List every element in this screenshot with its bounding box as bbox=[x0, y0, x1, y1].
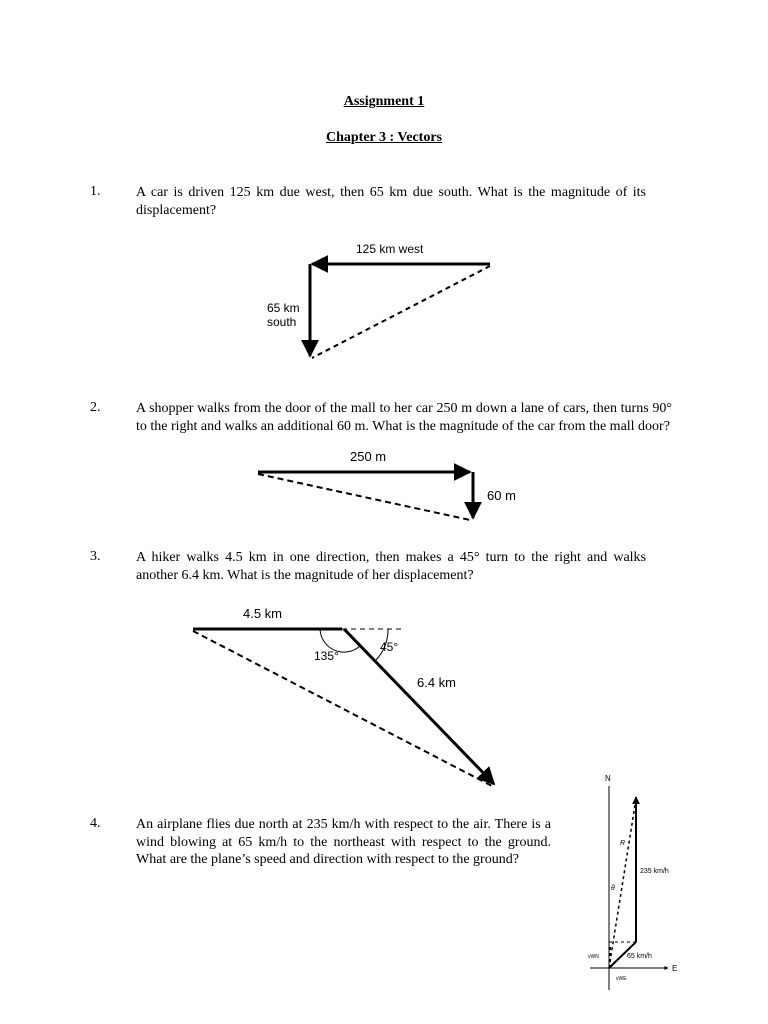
figure-4-velocity-diagram bbox=[588, 774, 677, 990]
question-number: 4. bbox=[90, 816, 101, 831]
label-south: south bbox=[267, 315, 297, 329]
label-r: R bbox=[620, 840, 626, 847]
label-vwn: vWN bbox=[588, 954, 599, 960]
question-text: A hiker walks 4.5 km in one direction, then makes a 45° turn to the right and walks another 6.4 km. What is the magnitude of her displacement? bbox=[136, 550, 646, 583]
label-e: E bbox=[672, 964, 678, 973]
figure-3-displacement-diagram bbox=[193, 606, 494, 786]
label-250m: 250 m bbox=[350, 449, 387, 464]
label-6.4km: 6.4 km bbox=[417, 675, 457, 690]
question-number: 2. bbox=[90, 400, 101, 415]
label-65kmh: 65 km/h bbox=[627, 953, 652, 960]
question-text: A car is driven 125 km due west, then 65 km due south. What is the magnitude of its displacement? bbox=[136, 185, 646, 218]
label-65km: 65 km bbox=[267, 301, 300, 315]
resultant-vector bbox=[193, 631, 492, 786]
question-text: A shopper walks from the door of the mall to her car 250 m down a lane of cars, then turns 90° to the right and walks an additional 60 m. What is the magnitude of the car from the mall door? bbox=[136, 401, 672, 434]
question-text: An airplane flies due north at 235 km/h with respect to the air. There is a wind blowing at 65 km/h to the northeast with respect to the ground. What are the plane’s speed and direction with respect to the ground? bbox=[136, 817, 551, 867]
figure-1-displacement-diagram bbox=[267, 242, 490, 358]
resultant-vector bbox=[609, 799, 636, 968]
label-theta: θ bbox=[611, 885, 615, 892]
assignment-title: Assignment 1 bbox=[343, 94, 425, 109]
label-vwe: vWE bbox=[616, 976, 627, 982]
chapter-title: Chapter 3 : Vectors bbox=[325, 130, 442, 145]
label-45deg: 45° bbox=[380, 640, 399, 654]
6.4km-vector bbox=[344, 629, 494, 784]
resultant-vector bbox=[312, 266, 490, 358]
figure-2-displacement-diagram bbox=[258, 449, 516, 520]
label-135deg: 135° bbox=[314, 649, 339, 663]
question-number: 1. bbox=[90, 184, 101, 199]
label-235kmh: 235 km/h bbox=[640, 868, 669, 875]
question-number: 3. bbox=[90, 549, 101, 564]
resultant-vector bbox=[258, 474, 470, 520]
label-125km: 125 km west bbox=[356, 242, 424, 256]
label-60m: 60 m bbox=[487, 488, 516, 503]
label-4.5km: 4.5 km bbox=[243, 606, 283, 621]
label-n: N bbox=[605, 774, 611, 783]
